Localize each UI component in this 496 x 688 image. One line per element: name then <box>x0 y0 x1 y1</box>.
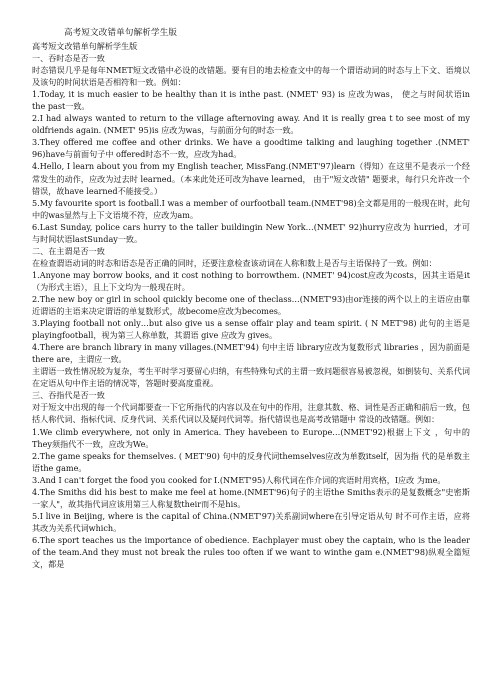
paragraph: 1.Anyone may borrow books, and it cost nothing to borrowthem. (NMET' 94)cost应改为costs，因其主语是it（为形式主语），且上下文均为一般现在时。 <box>32 269 470 292</box>
paragraph: 2.I had always wanted to return to the village afternoving away. And it is really grea t to see most of my oldfriends again. (NMET' 95)is 应改为was，与前面分句的时态一致。 <box>32 113 470 136</box>
paragraph: 1.We climb everywhere, not only in America. They havebeen to Europe…(NMET'92)根据上下文 ，句中的They须指代不一致，应改为We。 <box>32 426 470 449</box>
paragraph: 时态错误几乎是每年NMET短文改错中必设的改错题。要有目的地去检查文中的每一个谓语动词的时态与上下文、语境以及该句的时间状语是否相符和一致。例如： <box>32 65 470 88</box>
paragraph: 在检查谓语动词的时态和语态是否正确的同时，还要注意检查该动词在人称和数上是否与主语保持了一致。例如： <box>32 257 437 268</box>
paragraph: 对于短文中出现的每一个代词都要查一下它所指代的内容以及在句中的作用，注意其数、格、词性是否正确和前后一致，包括人称代词、指标代词、反身代词、关系代词以及疑问代词等。指代错误也是高考改错题中 常设的改错题。例如： <box>32 402 470 425</box>
paragraph: 3.And I can't forget the food you cooked for I.(NMET'95)人称代词在作介词的宾语时用宾格，I应改 为me。 <box>32 474 446 485</box>
paragraph: 3.Playing football not only…but also give us a sense offair play and team spirit. ( N MET'98) 此句的主语是 playingfootball，视为第三人称单数，其谓语 give 应改为 gives。 <box>32 318 470 341</box>
paragraph: 4.Hello, I learn about you from my English teacher, MissFang.(NMET'97)learn（得知）在这里不是表示一个经常发生的动作，应改为过去时 learned。（本来此处还可改为have learned， 由于"短文改错" 题要求，每行只允许改一个错误，故have learned不能接受。） <box>32 161 470 196</box>
paragraph: 2.The new boy or girl in school quickly become one of theclass…(NMET'93)由or连接的两个以上的主语应由靠近谓语的主语来决定谓语的单复数形式，故become应改为becomes。 <box>32 293 470 317</box>
paragraph: 一、吞时态是否一致 <box>32 53 105 64</box>
paragraph: 二、在主谓是否一致 <box>32 245 105 256</box>
paragraph: 三、吞指代是否一致 <box>32 390 105 401</box>
paragraph: 高考短文改错单句解析学生版 <box>32 41 138 51</box>
paragraph: 6.Last Sunday, police cars hurry to the taller buildingin New York…(NMET' 92)hurry应改为 hurried，才可与时间状语lastSunday一致。 <box>32 221 470 244</box>
document-title: 高考短文改错单句解析学生版 <box>64 28 178 38</box>
paragraph: 3.They offered me coffee and other drinks. We have a goodtime talking and laughing together .(NMET' 96)have与前面句子中 offered时态不一致，应改为had。 <box>32 137 470 160</box>
paragraph: 2.The game speaks for themselves. ( MET'90) 句中的反身代词themselves应改为单数itself，因为指 代的是单数主语the game。 <box>32 450 470 473</box>
paragraph: 主谓语一致性情况较为复杂，考生平时学习要留心归纳，有些特殊句式的主谓一致问题很容易被忽视，如倒装句、关系代词在定语从句中作主语的情况等，答题时要高度重视。 <box>32 366 470 389</box>
paragraph: 6.The sport teaches us the importance of obedience. Eachplayer must obey the captain, who is the leader of the team.And they must not break the rules too often if we want to winthe gam e.(NMET'98)纵观全篇短文，都是 <box>32 534 470 570</box>
paragraph: 1.Today, it is much easier to be healthy than it is inthe past. (NMET' 93) is 应改为was， 使之与时间状语in the past一致。 <box>32 89 470 112</box>
paragraph: 4.The Smiths did his best to make me feel at home.(NMET'96)句子的主语the Smiths表示的是复数概念"史密斯一家人"，故其指代词应该用第三人称复数their而不是his。 <box>32 486 470 509</box>
document-body <box>32 40 470 570</box>
paragraph: 5.My favourite sport is football.I was a member of ourfootball team.(NMET'98)全文都是用的一般现在时，此句中的was显然与上下文语境不符，应改为am。 <box>32 197 470 220</box>
paragraph: 4.There are branch library in many villages.(NMET'94) 句中主语 library应改为复数形式 libraries ，因为前面是 there are，主谓应一致。 <box>32 342 470 365</box>
paragraph: 5.I live in Beijing, where is the capital of China.(NMET'97)关系副词where在引导定语从句 时不可作主语，应将其改为关系代词which。 <box>32 510 470 533</box>
